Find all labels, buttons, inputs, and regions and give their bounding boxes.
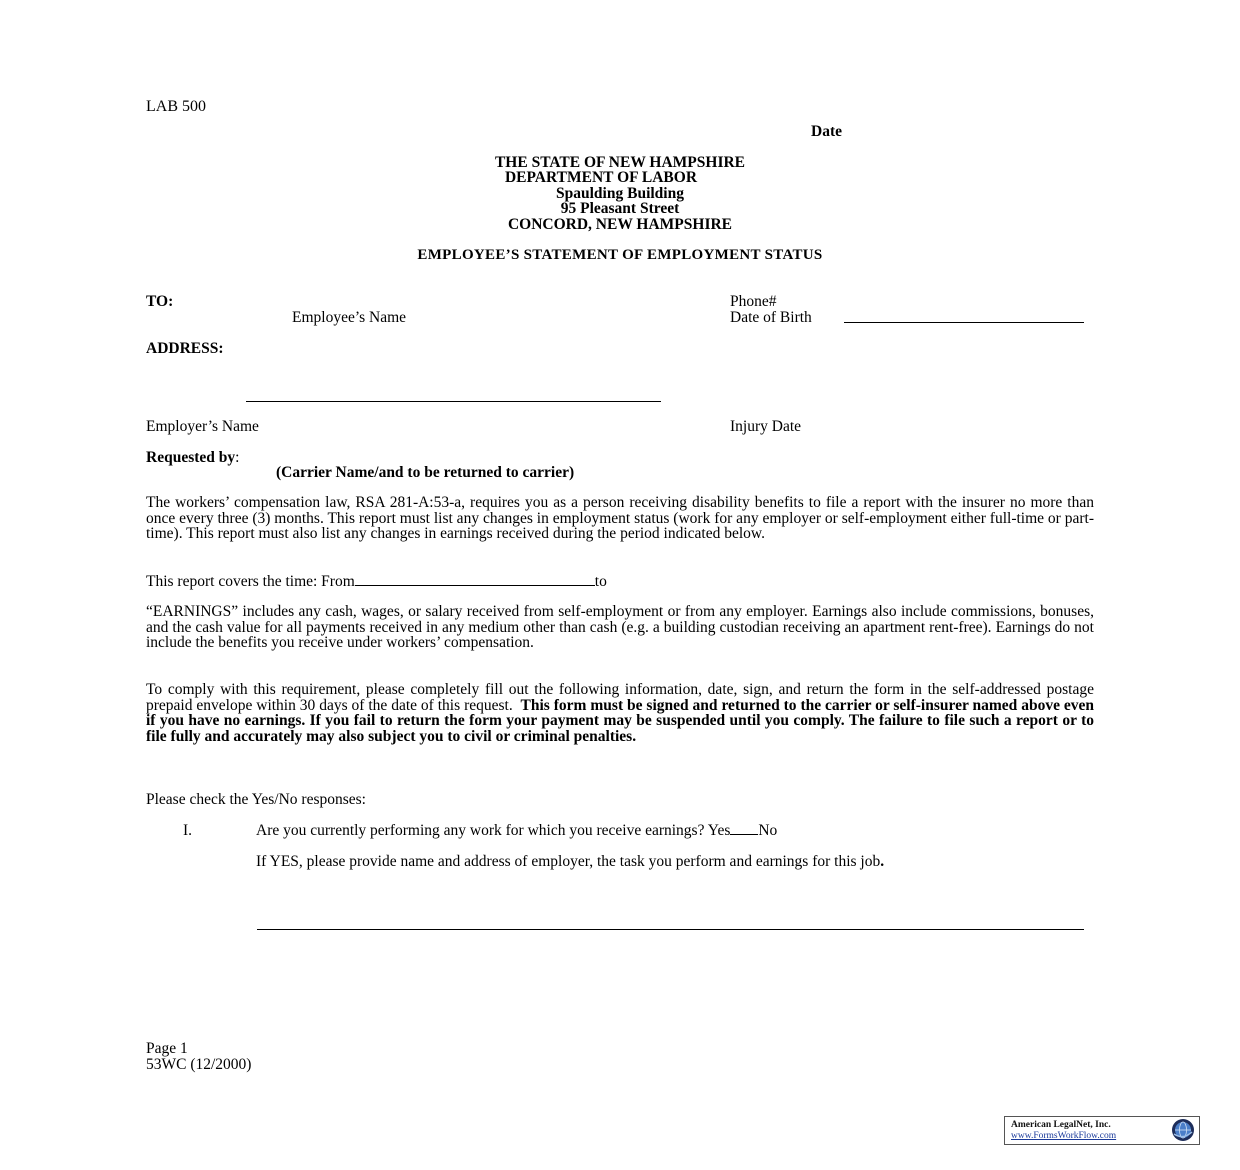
- earnings-paragraph: “EARNINGS” includes any cash, wages, or salary received from self-employment or from any employer. Earnings also include commissions, bonuses, and the cash value for all payments received in any medium other than cash (e.g. a building custodian receiving an apartment rent-free). Earnings do not include the benefits you receive under workers’ compensation.: [146, 603, 1094, 651]
- period-line: [146, 573, 607, 591]
- employee-name-label: Employee’s Name: [292, 309, 407, 326]
- header-city: CONCORD, NEW HAMPSHIRE: [507, 216, 733, 233]
- question-1-answer-line[interactable]: [257, 929, 1084, 930]
- requested-by: [146, 449, 239, 467]
- comply-paragraph: [146, 682, 1094, 744]
- period-to-label: to: [594, 573, 607, 590]
- question-1-followup-period: .: [880, 853, 885, 870]
- question-1-yes-field[interactable]: [730, 822, 758, 835]
- header-street: 95 Pleasant Street: [560, 200, 680, 217]
- form-id: 53WC (12/2000): [146, 1056, 252, 1073]
- dob-field-line[interactable]: [844, 322, 1084, 323]
- date-label: Date: [811, 123, 842, 140]
- comply-warning: This form must be signed and returned to the carrier or self-insurer named above even if you have no earnings. If you fail to return the form your payment may be suspended until you comply. The failure to file such a report or to file fully and accurately may also subject you to civil or criminal penalties.: [146, 696, 1094, 745]
- question-1-text: Are you currently performing any work for which you receive earnings?: [256, 822, 705, 839]
- header-state: THE STATE OF NEW HAMPSHIRE: [494, 154, 746, 171]
- logo-url[interactable]: www.FormsWorkFlow.com: [1011, 1131, 1117, 1141]
- dob-label: Date of Birth: [730, 309, 812, 326]
- law-paragraph: The workers’ compensation law, RSA 281-A:53-a, requires you as a person receiving disability benefits to file a report with the insurer no more than once every three (3) months. This report must list any changes in employment status (work for any employer or self-employment either full-time or part-time). This report must also list any changes in earnings received during the period indicated below.: [146, 494, 1094, 542]
- logo-company: American LegalNet, Inc.: [1011, 1120, 1111, 1130]
- to-label: TO:: [146, 293, 174, 310]
- form-code: LAB 500: [146, 98, 206, 115]
- question-1: [256, 822, 777, 840]
- employer-name-label: Employer’s Name: [146, 418, 259, 435]
- globe-icon: [1171, 1118, 1195, 1142]
- question-1-no-label: No: [758, 822, 778, 839]
- page-number: Page 1: [146, 1040, 188, 1057]
- requested-by-colon: :: [235, 449, 240, 466]
- header-building: Spaulding Building: [556, 185, 684, 202]
- injury-date-label: Injury Date: [730, 418, 802, 435]
- publisher-logo[interactable]: [1004, 1116, 1200, 1145]
- address-field-line[interactable]: [246, 401, 661, 402]
- header-department: DEPARTMENT OF LABOR: [504, 169, 698, 186]
- question-1-followup: [256, 853, 884, 871]
- requested-by-label: Requested by: [146, 449, 236, 466]
- question-1-number: I.: [183, 822, 193, 839]
- question-1-followup-text: If YES, please provide name and address of employer, the task you perform and earnings for this job: [256, 853, 881, 870]
- period-from-label: This report covers the time: From: [146, 573, 355, 590]
- questions-intro: Please check the Yes/No responses:: [146, 791, 366, 808]
- comply-text: To comply with this requirement, please completely fill out the following information, date, sign, and return the form in the self-addressed postage prepaid envelope within 30 days of the date of this request.: [146, 681, 1094, 714]
- period-from-field[interactable]: [355, 573, 595, 586]
- address-label: ADDRESS:: [146, 340, 224, 357]
- carrier-note: (Carrier Name/and to be returned to carrier): [276, 464, 575, 481]
- question-1-yes-label: Yes: [707, 822, 731, 839]
- phone-label: Phone#: [730, 293, 777, 310]
- page-title: EMPLOYEE’S STATEMENT OF EMPLOYMENT STATUS: [417, 247, 823, 263]
